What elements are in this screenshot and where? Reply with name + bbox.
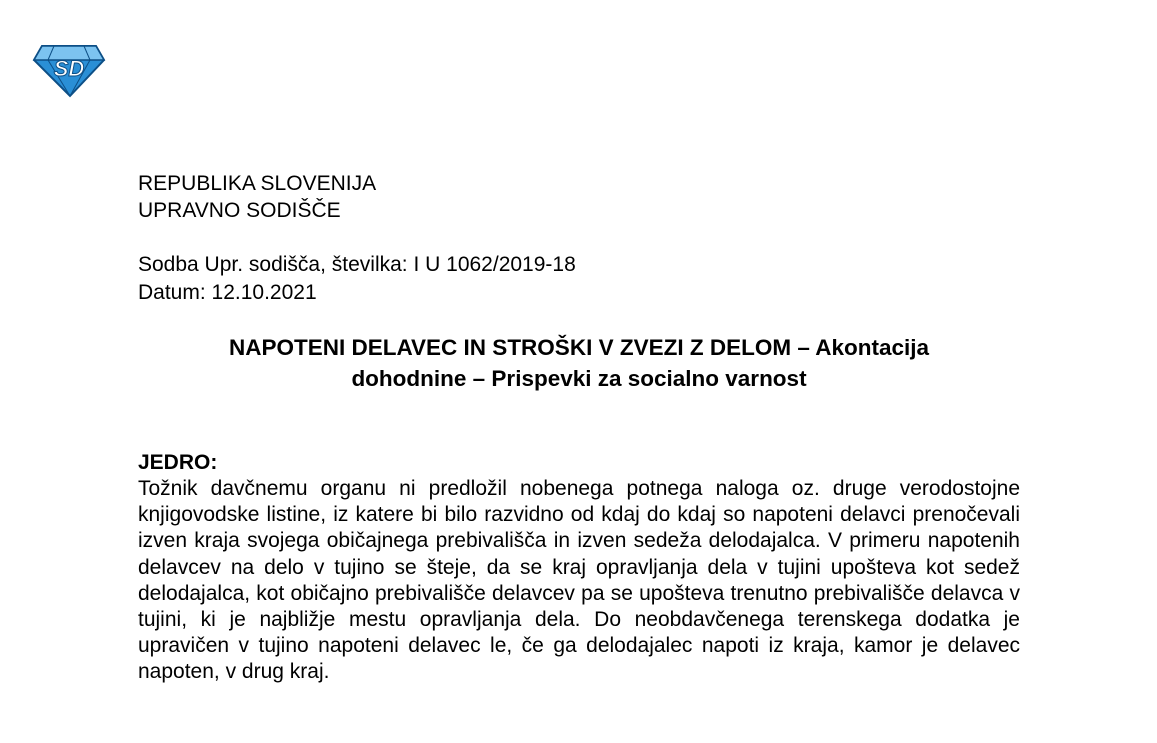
case-number: Sodba Upr. sodišča, številka: I U 1062/2019-18	[138, 253, 576, 276]
case-date: Datum: 12.10.2021	[138, 281, 317, 304]
title-line-1: NAPOTENI DELAVEC IN STROŠKI V ZVEZI Z DELOM – Akontacija	[228, 335, 930, 360]
svg-text:SD: SD	[53, 56, 85, 81]
court-logo-icon	[32, 40, 106, 100]
court-header	[138, 170, 376, 224]
court-name: UPRAVNO SODIŠČE	[138, 199, 341, 222]
section-heading: JEDRO:	[138, 451, 218, 474]
case-metadata	[138, 251, 576, 307]
section-body: Tožnik davčnemu organu ni predložil nobenega potnega naloga oz. druge verodostojne knjigovodske listine, iz katere bi bilo razvidno od kdaj do kdaj so napoteni delavci prenočevali izven kraja svojega običajnega prebivališča in izven sedeža delodajalca. V primeru napotenih delavcev na delo v tujino se šteje, da se kraj opravljanja dela v tujini upošteva kot sedež delodajalca, kot običajno prebivališče delavcev pa se upošteva trenutno prebivališče delavca v tujini, ki je najbližje mestu opravljanja dela. Do neobdavčenega terenskega dodatka je upravičen v tujino napoteni delavec le, če ga delodajalec napoti iz kraja, kamor je delavec napoten, v drug kraj.	[138, 477, 1020, 684]
title-line-2: dohodnine – Prispevki za socialno varnost	[351, 366, 807, 391]
republic-name: REPUBLIKA SLOVENIJA	[138, 172, 377, 195]
document-title	[138, 332, 1020, 394]
